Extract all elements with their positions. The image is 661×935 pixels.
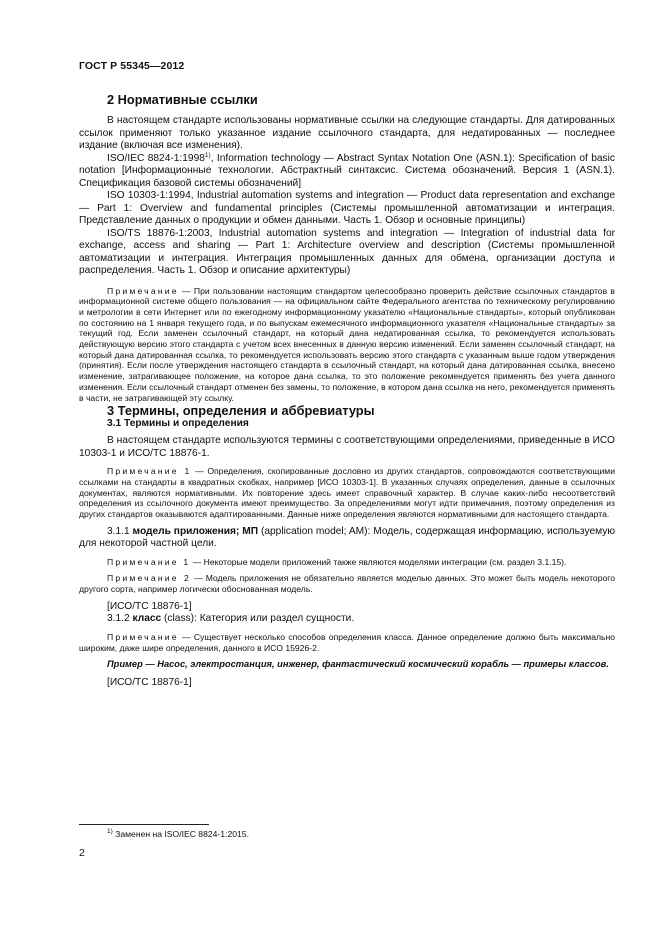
term-number: 3.1.1	[107, 525, 133, 537]
footnote-text: Заменен на ISO/IEC 8824-1:2015.	[115, 829, 249, 839]
normative-reference	[79, 153, 615, 191]
reference-text: , Information technology — Abstract Syntax Notation One (ASN.1): Specification of basic notation [Информационные технологии. Абстрактный синтаксис. Система обозначений. Версия 1 (ASN.1). Спецификация базовой системы обозначений]	[79, 152, 615, 189]
term-definition: (application model; AM): Модель, содержащая информацию, используемую для некоторой частной цели.	[79, 525, 615, 550]
standard-header: ГОСТ Р 55345—2012	[79, 60, 185, 72]
note-label: Примечание	[107, 631, 179, 642]
term-3-1-2-note	[79, 632, 615, 653]
term-number: 3.1.2	[107, 613, 133, 625]
subsection-3-1-title: 3.1 Термины и определения	[107, 418, 249, 430]
section-2-note	[79, 286, 615, 404]
section-2-title: 2 Нормативные ссылки	[107, 92, 258, 107]
term-3-1-1-note-2	[79, 573, 615, 594]
term-3-1-1	[79, 526, 615, 551]
term-definition: (class): Категория или раздел сущности.	[161, 613, 355, 625]
term-3-1-2-source: [ИСО/ТС 18876-1]	[107, 677, 192, 689]
normative-reference	[79, 190, 615, 228]
note-text: — Существует несколько способов определения класса. Данное определение должно быть максимально широким, даже шире определения, данного в ИСО 15926-2.	[79, 631, 615, 653]
reference-text: , Industrial automation systems and integration — Integration of industrial data for exchange, access and sharing — Part 1: Architecture overview and description (Системы промышленной автоматизации и интеграция. Интеграция промышленных данных для обмена, организации доступа и распределения. Часть 1. Обзор и описание архитектуры)	[79, 227, 616, 276]
term-3-1-1-source: [ИСО/ТС 18876-1]	[107, 600, 192, 612]
footnote	[107, 829, 249, 839]
note-text: — Определения, скопированные дословно из других стандартов, сопровождаются соответствующими ссылками на стандарты в квадратных скобках, например [ИСО 10303-1]. В указанных случаях определения, данные в ссылочных документах, являются нормативными. Их повторение здесь имеет справочный характер. В случае каких-либо несоответствий определения из ссылочного документа имеют преимущество. За определениями могут идти примечания, поэтому определения из других стандартов оказываются адаптированными. Данные ниже определения являются нормативными для настоящего стандарта.	[79, 466, 615, 520]
section-3-intro: В настоящем стандарте используются термины с соответствующими определениями, приведенные в ИСО 10303-1 и ИСО/ТС 18876-1.	[79, 435, 615, 459]
page-content	[79, 92, 615, 690]
footnote-mark: 1)	[204, 151, 211, 159]
page-number: 2	[79, 847, 85, 859]
note-label: Примечание 2	[107, 573, 191, 584]
term-3-1-1-note-1	[79, 557, 615, 568]
note-text: — Некоторые модели приложений также являются моделями интеграции (см. раздел 3.1.15).	[190, 556, 567, 567]
note-label: Примечание	[107, 285, 179, 296]
note-text: — При пользовании настоящим стандартом целесообразно проверить действие ссылочных стандартов в информационной системе общего пользования — на официальном сайте Федерального агентства по техническому регулированию и метрологии в сети Интернет или по ежегодному информационному указателю «Национальные стандарты», который опубликован по состоянию на 1 января текущего года, и по выпускам ежемесячного информационного указателя «Национальные стандарты» за текущий год. Если заменен ссылочный стандарт, на который дана недатированная ссылка, то рекомендуется использовать действующую версию этого стандарта с учетом всех внесенных в данную версию изменений. Если заменен ссылочный стандарт, на который дана датированная ссылка, то рекомендуется использовать версию этого стандарта с указанным выше годом утверждения (принятия). Если после утверждения настоящего стандарта в ссылочный стандарт, на который дана датированная ссылка, внесено изменение, затрагивающее положение, на которое дана ссылка, то это положение рекомендуется применять без учета данного изменения. Если ссылочный стандарт отменен без замены, то положение, в котором дана ссылка на него, рекомендуется применять в части, не затрагивающей эту ссылку.	[79, 285, 615, 403]
section-3-title: 3 Термины, определения и аббревиатуры	[107, 403, 375, 419]
term-name: класс	[132, 613, 162, 625]
section-2-intro: В настоящем стандарте использованы нормативные ссылки на следующие стандарты. Для датированных ссылок применяют только указанное издание ссылочного стандарта, для недатированных — последнее издание (включая все изменения).	[79, 115, 615, 151]
reference-id: ISO 10303-1:1994	[107, 190, 191, 201]
note-text: — Модель приложения не обязательно является моделью данных. Это может быть модель некоторого другого сорта, например логически обоснованная модель.	[79, 573, 615, 595]
reference-text: , Industrial automation systems and integration — Product data representation and exchange — Part 1: Overview and fundamental principles (Системы промышленной автоматизации и интеграция. Представление данных о продукции и обмен данными. Часть 1. Обзор и основные принципы)	[79, 190, 615, 226]
reference-id: ISO/IEC 8824-1:1998	[107, 152, 205, 164]
normative-reference	[79, 228, 615, 278]
note-label: Примечание 1	[107, 466, 192, 477]
note-label: Примечание 1	[107, 556, 191, 567]
footnote-divider	[79, 824, 209, 825]
term-3-1-2	[79, 613, 615, 626]
term-name: модель приложения; МП	[132, 525, 259, 537]
footnote-mark: 1)	[107, 828, 113, 835]
reference-id: ISO/TS 18876-1:2003	[107, 227, 210, 239]
section-3-note-1	[79, 466, 615, 520]
term-3-1-2-example: Пример — Насос, электростанция, инженер, фантастический космический корабль — примеры классов.	[107, 659, 609, 670]
